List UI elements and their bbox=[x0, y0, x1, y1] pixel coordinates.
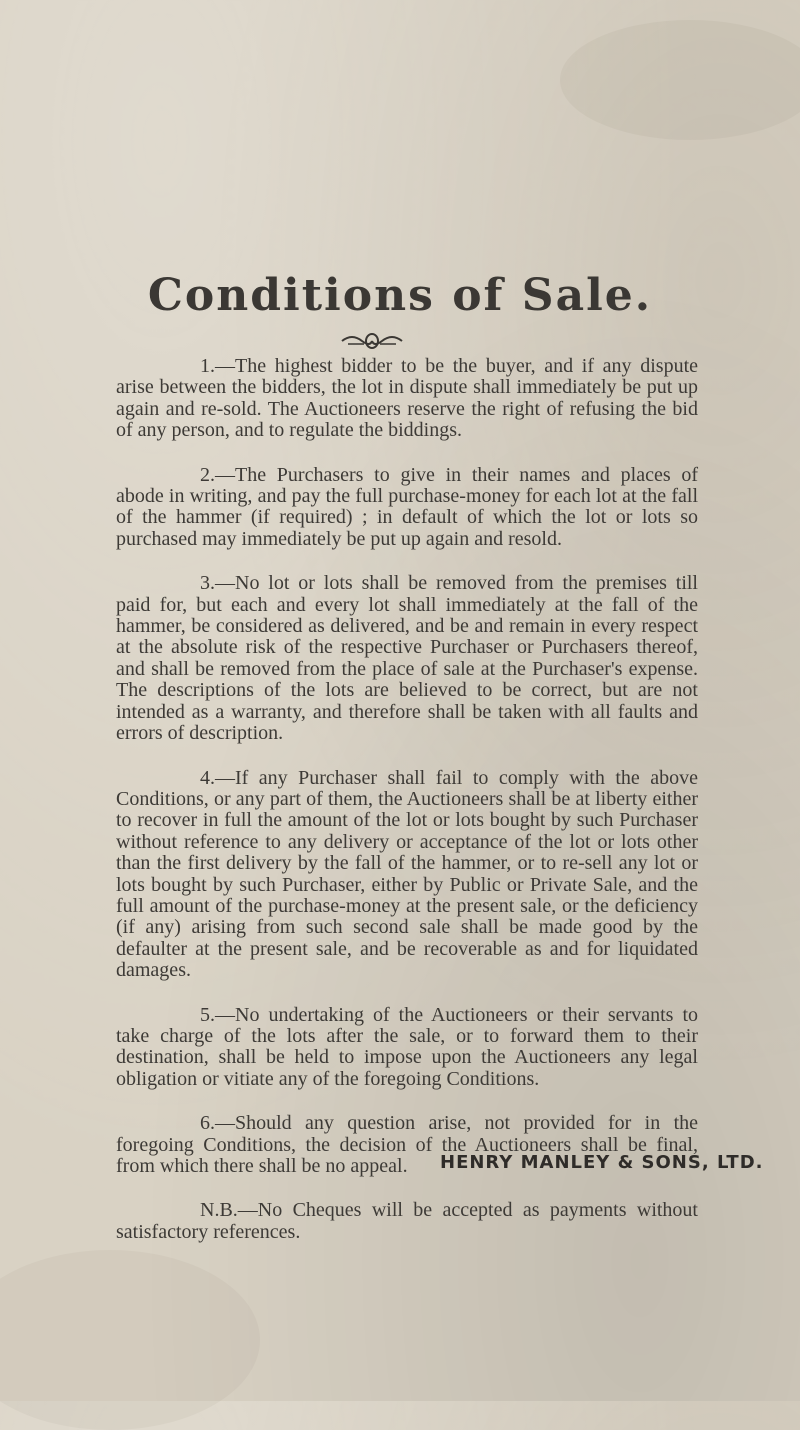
paper-stain bbox=[560, 20, 800, 140]
condition-paragraph: 4.—If any Purchaser shall fail to comply with the above Conditions, or any part of them, the Auctioneers shall be at liberty either to recover in full the amount of the lot or lots bought by such Purchaser without reference to any delivery or acceptance of the lot or lots other than the first delivery by the fall of the hammer, or to re-sell any lot or lots bought by such Purchaser, either by Public or Private Sale, and the full amount of the purchase-money at the present sale, or the deficiency (if any) arising from such second sale shall be made good by the defaulter at the present sale, and be recoverable as and for liquidated damages. bbox=[116, 766, 698, 982]
auctioneer-signature: HENRY MANLEY & SONS, LTD. bbox=[440, 1152, 764, 1173]
condition-paragraph: 1.—The highest bidder to be the buyer, and if any dispute arise between the bidders, the lot in dispute shall immediately be put up again and re-sold. The Auctioneers reserve the right of refusing the bid of any person, and to regulate the biddings. bbox=[116, 355, 698, 442]
condition-paragraph: 5.—No undertaking of the Auctioneers or their servants to take charge of the lots after the sale, or to forward them to their destination, shall be held to impose upon the Auctioneers any legal obligation or vitiate any of the foregoing Conditions. bbox=[116, 1003, 698, 1090]
paper-stain bbox=[0, 1250, 260, 1430]
conditions-body bbox=[116, 356, 698, 1266]
ornament-divider bbox=[340, 330, 404, 352]
condition-paragraph: 3.—No lot or lots shall be removed from the premises till paid for, but each and every lot shall immediately at the fall of the hammer, be considered as delivered, and be and remain in every respect at the absolute risk of the respective Purchaser or Purchasers thereof, and shall be removed from the place of sale at the Purchaser's expense. The descriptions of the lots are believed to be correct, but are not intended as a warranty, and therefore shall be taken with all faults and errors of description. bbox=[116, 572, 698, 745]
condition-paragraph: 2.—The Purchasers to give in their names and places of abode in writing, and pay the full purchase-money for each lot at the fall of the hammer (if required) ; in default of which the lot or lots so purchased may immediately be put up again and resold. bbox=[116, 463, 698, 550]
condition-paragraph: 6.—Should any question arise, not provided for in the foregoing Conditions, the decision of the Auctioneers shall be final, from which there shall be no appeal. bbox=[116, 1112, 698, 1177]
note-paragraph: N.B.—No Cheques will be accepted as payments without satisfactory references. bbox=[116, 1199, 698, 1243]
document-title: Conditions of Sale. bbox=[147, 270, 653, 321]
